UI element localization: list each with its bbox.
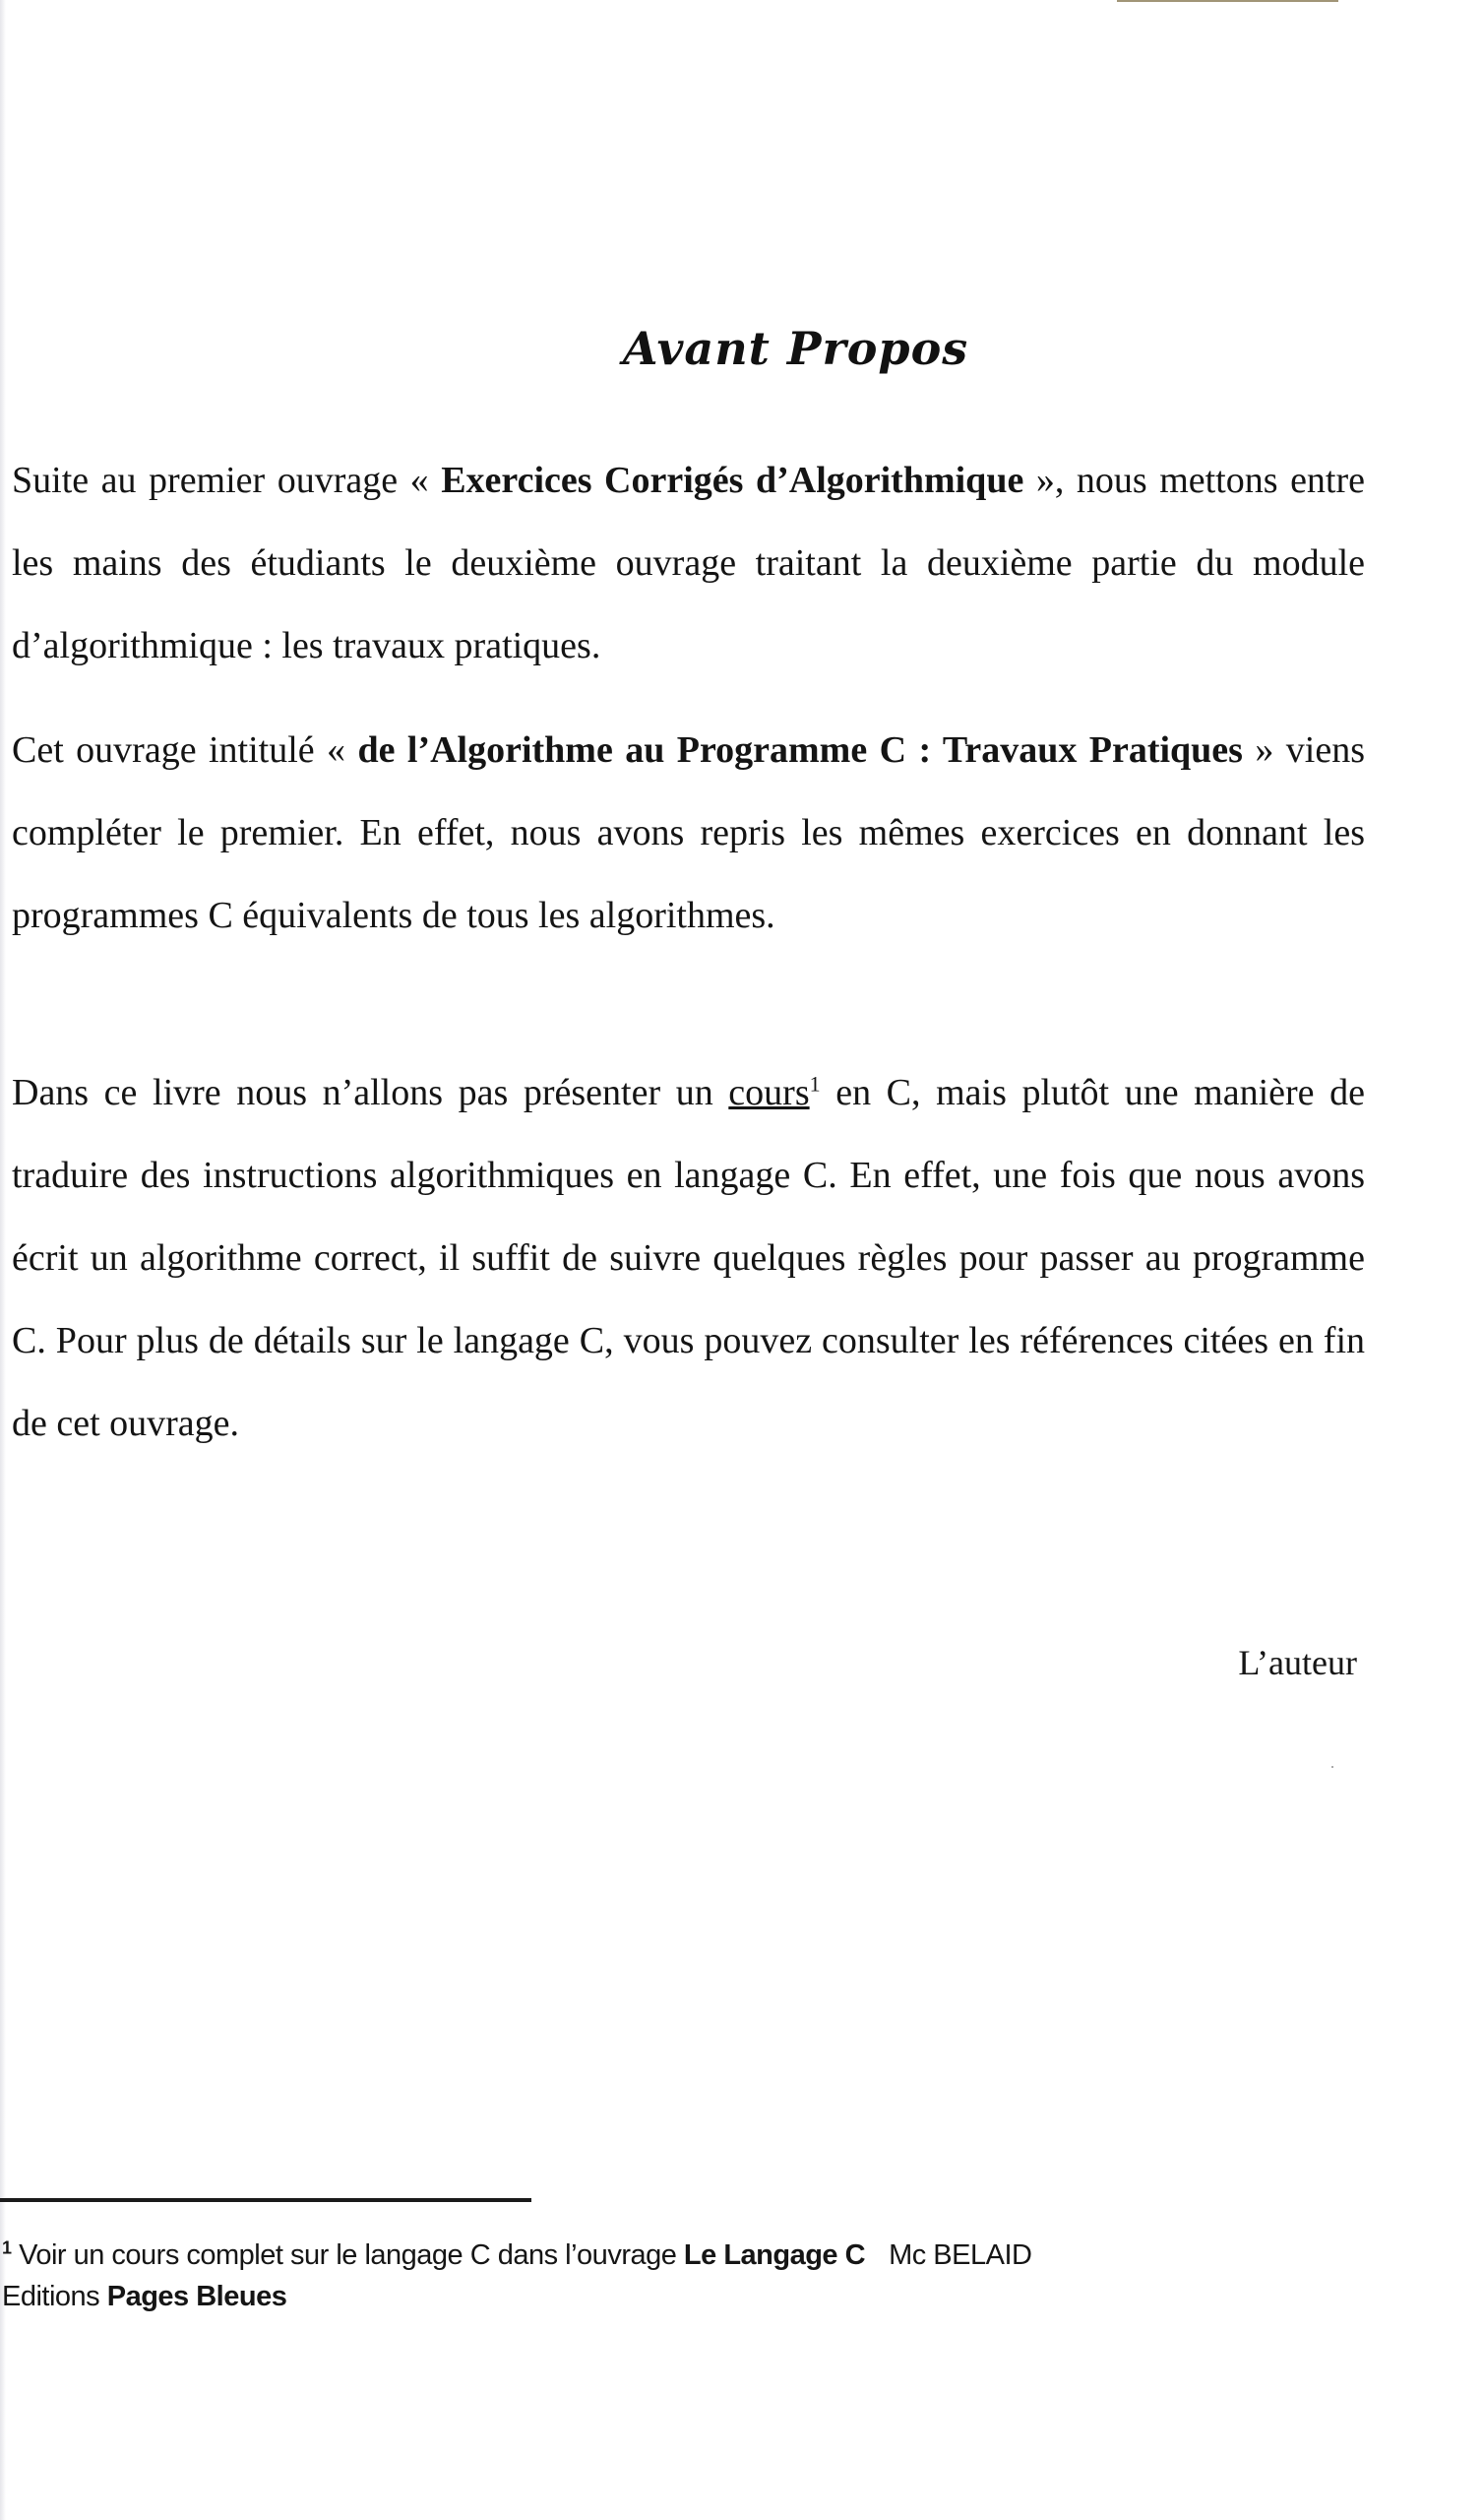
paragraph-2-text-before: Cet ouvrage intitulé « bbox=[12, 729, 358, 771]
footnote-text: Voir un cours complet sur le langage C dans l’ouvrage bbox=[11, 2239, 684, 2271]
paragraph-3-text-before: Dans ce livre nous n’allons pas présenter un bbox=[12, 1072, 729, 1113]
footnote-reference[interactable]: 1 bbox=[809, 1071, 821, 1097]
first-book-title: Exercices Corrigés d’Algorithmique bbox=[441, 460, 1024, 501]
footnote-publisher-prefix: Editions bbox=[2, 2281, 107, 2312]
footnote-book-title: Le Langage C bbox=[683, 2239, 866, 2271]
paragraph-1-text-after: », nous mettons entre les mains des étudiants le deuxième ouvrage traitant la deuxième partie du module d’algorithmique : les travaux pratiques. bbox=[12, 460, 1366, 666]
footnote-publisher: Pages Bleues bbox=[106, 2281, 287, 2312]
paragraph-1-text-before: Suite au premier ouvrage « bbox=[12, 460, 442, 501]
scan-speck bbox=[1331, 1766, 1333, 1768]
footnote-author: Mc BELAID bbox=[889, 2239, 1032, 2271]
paragraph-2-text-after: » viens compléter le premier. En effet, nous avons repris les mêmes exercices en donnant les programmes C équivalents de tous les algorithmes. bbox=[12, 729, 1365, 936]
paragraph-1 bbox=[12, 439, 1365, 707]
scan-top-mark bbox=[1117, 0, 1338, 2]
scan-left-edge bbox=[0, 0, 6, 2520]
paragraph-2 bbox=[12, 709, 1365, 976]
author-signature: L’auteur bbox=[1238, 1643, 1357, 1682]
footnote-divider bbox=[0, 2198, 531, 2202]
paragraph-3-text-after: en C, mais plutôt une manière de traduire des instructions algorithmiques en langage C. En effet, une fois que nous avons écrit un algorithme correct, il suffit de suivre quelques règles pour passer au programme C. Pour plus de détails sur le langage C, vous pouvez consulter les références citées en fin de cet ouvrage. bbox=[12, 1072, 1365, 1444]
footnote bbox=[2, 2235, 1281, 2317]
paragraph-3 bbox=[12, 1051, 1365, 1484]
page-title: Avant Propos bbox=[622, 321, 969, 375]
second-book-title: de l’Algorithme au Programme C : Travaux Pratiques bbox=[357, 729, 1243, 771]
footnote-marker: 1 bbox=[2, 2237, 12, 2258]
cours-footnote-link[interactable]: cours bbox=[728, 1072, 810, 1113]
